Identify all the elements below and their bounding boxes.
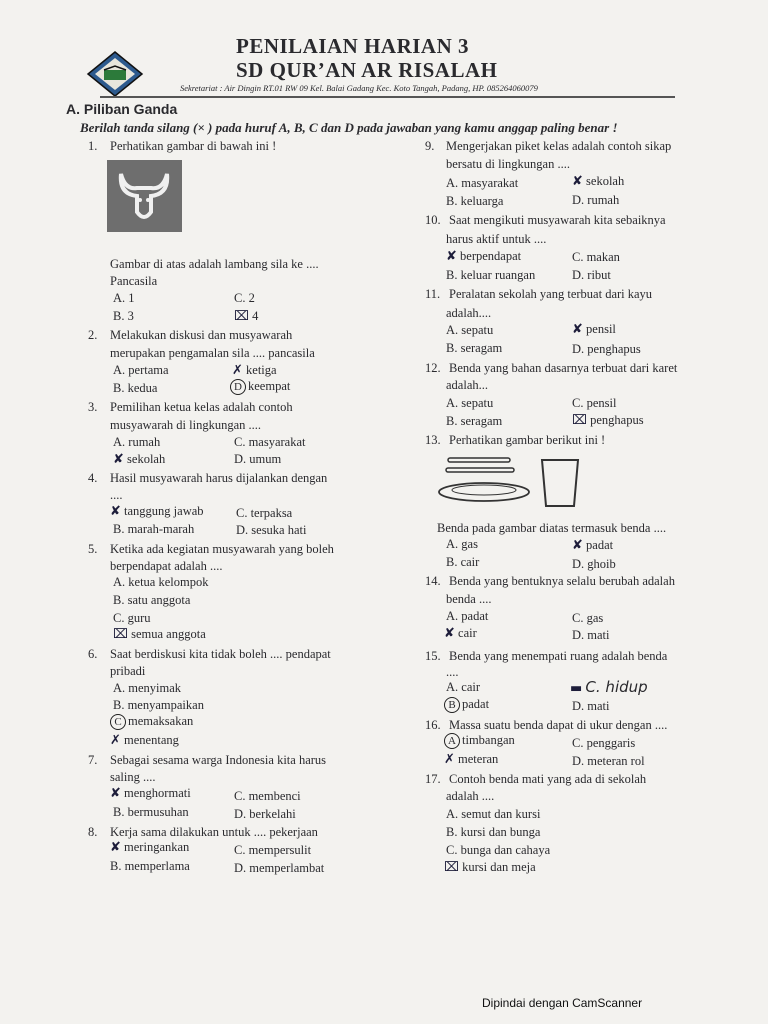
q9-option-a[interactable]: A. masyarakat <box>446 176 519 190</box>
q17-option-d[interactable] <box>444 860 536 875</box>
q1-option-a[interactable]: A. 1 <box>113 291 135 305</box>
q10-option-c[interactable]: C. makan <box>572 250 620 264</box>
q15-line1: Benda yang menempati ruang adalah benda <box>449 649 668 663</box>
q5-option-c[interactable]: C. guru <box>113 611 151 625</box>
q8-option-d[interactable]: D. memperlambat <box>234 861 325 875</box>
option-text: C. hidup <box>585 678 648 696</box>
q11-option-d[interactable]: D. penghapus <box>572 342 641 356</box>
q7-option-c[interactable]: C. membenci <box>234 789 301 803</box>
instruction-text: Berilah tanda silang (× ) pada huruf A, B, C dan D pada jawaban yang kamu anggap paling benar ! <box>80 120 618 135</box>
q5-option-a[interactable]: A. ketua kelompok <box>113 575 209 589</box>
q4-option-b[interactable]: B. marah-marah <box>113 522 195 536</box>
cross-mark-icon: ⌧ <box>572 413 587 428</box>
q16-option-c[interactable]: C. penggaris <box>572 736 636 750</box>
q1-option-d[interactable] <box>234 309 258 324</box>
q13-option-b[interactable]: B. cair <box>446 555 480 569</box>
option-text: menghormati <box>124 786 191 800</box>
q7-option-d[interactable]: D. berkelahi <box>234 807 296 821</box>
option-text: kursi dan meja <box>462 860 536 874</box>
q16-option-a[interactable] <box>444 733 515 749</box>
option-text: semua anggota <box>131 627 206 641</box>
q8-option-c[interactable]: C. mempersulit <box>234 843 312 857</box>
q9-line1: Mengerjakan piket kelas adalah contoh sikap <box>446 139 672 153</box>
q3-line1: Pemilihan ketua kelas adalah contoh <box>110 400 293 414</box>
q4-line2: .... <box>110 488 123 502</box>
q13-option-a[interactable]: A. gas <box>446 537 478 551</box>
q10-option-b[interactable]: B. keluar ruangan <box>446 268 536 282</box>
header-divider <box>100 96 675 98</box>
q12-option-b[interactable]: B. seragam <box>446 414 503 428</box>
q17-line2: adalah .... <box>446 789 495 803</box>
q4-option-c[interactable]: C. terpaksa <box>236 506 293 520</box>
option-text: pensil <box>586 322 616 336</box>
circle-mark-icon: D <box>230 379 246 395</box>
q2-number: 2. <box>88 328 98 342</box>
q14-number: 14. <box>425 574 441 588</box>
q8-number: 8. <box>88 825 98 839</box>
cross-mark-icon: ✘ <box>446 249 457 264</box>
q4-option-d[interactable]: D. sesuka hati <box>236 523 307 537</box>
option-text: keempat <box>248 379 291 393</box>
q4-number: 4. <box>88 471 98 485</box>
bull-head-image <box>107 160 182 232</box>
q10-line2: harus aktif untuk .... <box>446 232 547 246</box>
q14-option-b[interactable] <box>444 626 477 641</box>
q6-option-a[interactable]: A. menyimak <box>113 681 182 695</box>
exam-title: PENILAIAN HARIAN 3 <box>236 34 470 58</box>
q9-number: 9. <box>425 139 435 153</box>
section-heading: A. Piliban Ganda <box>66 101 178 117</box>
q2-option-b[interactable]: B. kedua <box>113 381 158 395</box>
q10-number: 10. <box>425 213 441 227</box>
option-text: ketiga <box>246 363 277 377</box>
circle-mark-icon: C <box>110 714 126 730</box>
option-text: sekolah <box>127 452 166 466</box>
q2-option-d[interactable] <box>230 379 290 395</box>
q1-text2: Gambar di atas adalah lambang sila ke .... <box>110 257 319 271</box>
cross-mark-icon: ✘ <box>113 452 124 467</box>
q17-line1: Contoh benda mati yang ada di sekolah <box>449 772 647 786</box>
q12-option-d[interactable] <box>572 413 644 428</box>
q15-number: 15. <box>425 649 441 663</box>
q8-line1: Kerja sama dilakukan untuk .... pekerjaan <box>110 825 318 839</box>
q3-option-d[interactable]: D. umum <box>234 452 282 466</box>
cross-mark-icon: ✘ <box>110 840 121 855</box>
q12-option-c[interactable]: C. pensil <box>572 396 617 410</box>
cross-mark-icon: ✘ <box>572 322 583 337</box>
school-logo <box>86 50 144 98</box>
option-text: 4 <box>252 309 259 323</box>
school-name: SD QUR’AN AR RISALAH <box>236 58 498 82</box>
q8-option-b[interactable]: B. memperlama <box>110 859 190 873</box>
q17-option-b[interactable]: B. kursi dan bunga <box>446 825 541 839</box>
q7-option-a[interactable] <box>110 786 191 801</box>
cross-mark-icon: ✘ <box>110 786 121 801</box>
q13-line1: Perhatikan gambar berikut ini ! <box>449 433 606 447</box>
q15-option-a[interactable]: A. cair <box>446 680 481 694</box>
q10-option-a[interactable] <box>446 249 521 264</box>
q1-option-b[interactable]: B. 3 <box>113 309 134 323</box>
q11-option-a[interactable]: A. sepatu <box>446 323 494 337</box>
cross-mark-icon: ⌧ <box>234 309 249 324</box>
option-text: sekolah <box>586 174 625 188</box>
cross-mark-icon: ✘ <box>110 504 121 519</box>
q6-number: 6. <box>88 647 98 661</box>
option-text: timbangan <box>462 733 515 747</box>
q13-line2: Benda pada gambar diatas termasuk benda .... <box>437 521 667 535</box>
q7-number: 7. <box>88 753 98 767</box>
q11-option-b[interactable]: B. seragam <box>446 341 503 355</box>
q12-option-a[interactable]: A. sepatu <box>446 396 494 410</box>
q13-option-d[interactable]: D. ghoib <box>572 557 616 571</box>
q3-option-a[interactable]: A. rumah <box>113 435 161 449</box>
option-text: memaksakan <box>128 714 194 728</box>
q9-option-d[interactable]: D. rumah <box>572 193 620 207</box>
q1-text3: Pancasila <box>110 274 158 288</box>
q6-option-b[interactable]: B. menyampaikan <box>113 698 204 712</box>
q15-line2: .... <box>446 665 459 679</box>
q16-option-d[interactable]: D. meteran rol <box>572 754 645 768</box>
school-address: Sekretariat : Air Dingin RT.01 RW 09 Kel. Balai Gadang Kec. Koto Tangah, Padang, HP. 085264060079 <box>180 83 538 93</box>
q1-text: Perhatikan gambar di bawah ini ! <box>110 139 277 153</box>
q5-option-d[interactable] <box>113 627 206 642</box>
cross-mark-icon: ⌧ <box>113 627 128 642</box>
q6-option-d[interactable] <box>110 733 179 748</box>
q16-line1: Massa suatu benda dapat di ukur dengan .... <box>449 718 668 732</box>
q4-option-a[interactable] <box>110 504 204 519</box>
q3-number: 3. <box>88 400 98 414</box>
option-text: berpendapat <box>460 249 522 263</box>
q11-option-c[interactable] <box>572 322 616 337</box>
q14-line2: benda .... <box>446 592 492 606</box>
q1-number: 1. <box>88 139 98 153</box>
cross-mark-icon: ✘ <box>444 626 455 641</box>
q5-number: 5. <box>88 542 98 556</box>
cutlery-plate-glass-image <box>436 454 586 512</box>
q9-option-c[interactable] <box>572 174 624 189</box>
option-text: penghapus <box>590 413 644 427</box>
q16-number: 16. <box>425 718 441 732</box>
scribble-mark-icon: ▬ <box>570 681 583 696</box>
option-text: tanggung jawab <box>124 504 204 518</box>
q1-option-c[interactable]: C. 2 <box>234 291 255 305</box>
q12-number: 12. <box>425 361 441 375</box>
q3-option-b[interactable] <box>113 452 165 467</box>
q3-option-c[interactable]: C. masyarakat <box>234 435 306 449</box>
q2-option-a[interactable]: A. pertama <box>113 363 169 377</box>
circle-mark-icon: B <box>444 697 460 713</box>
option-text: menentang <box>124 733 179 747</box>
option-text: padat <box>462 697 490 711</box>
q11-number: 11. <box>425 287 441 301</box>
q14-line1: Benda yang bentuknya selalu berubah adalah <box>449 574 675 588</box>
q11-line2: adalah.... <box>446 306 492 320</box>
q17-number: 17. <box>425 772 441 786</box>
q7-line1: Sebagai sesama warga Indonesia kita harus <box>110 753 327 767</box>
option-text: meringankan <box>124 840 190 854</box>
scribble-mark-icon: ✗ <box>232 363 243 378</box>
q6-line1: Saat berdiskusi kita tidak boleh .... pendapat <box>110 647 331 661</box>
option-text: padat <box>586 538 614 552</box>
q6-option-c[interactable] <box>110 714 193 730</box>
camscanner-watermark: Dipindai dengan CamScanner <box>482 996 643 1010</box>
q11-line1: Peralatan sekolah yang terbuat dari kayu <box>449 287 653 301</box>
q2-option-c[interactable] <box>232 363 277 378</box>
option-text: meteran <box>458 752 499 766</box>
q17-option-c[interactable]: C. bunga dan cahaya <box>446 843 551 857</box>
q10-line1: Saat mengikuti musyawarah kita sebaiknya <box>449 213 666 227</box>
option-text: cair <box>458 626 477 640</box>
circle-mark-icon: A <box>444 733 460 749</box>
q14-option-d[interactable]: D. mati <box>572 628 610 642</box>
cross-mark-icon: ✘ <box>572 538 583 553</box>
scribble-mark-icon: ✗ <box>110 733 121 748</box>
q14-option-a[interactable]: A. padat <box>446 609 489 623</box>
q5-line2: berpendapat adalah .... <box>110 559 223 573</box>
q15-option-d[interactable]: D. mati <box>572 699 610 713</box>
q13-option-c[interactable] <box>572 538 613 553</box>
q14-option-c[interactable]: C. gas <box>572 611 604 625</box>
q12-line2: adalah... <box>446 378 488 392</box>
q7-line2: saling .... <box>110 770 156 784</box>
q17-option-a[interactable]: A. semut dan kursi <box>446 807 541 821</box>
q3-line2: musyawarah di lingkungan .... <box>110 418 262 432</box>
q9-option-b[interactable]: B. keluarga <box>446 194 504 208</box>
q8-option-a[interactable] <box>110 840 189 855</box>
q15-option-b[interactable] <box>444 697 489 713</box>
q2-line2: merupakan pengamalan sila .... pancasila <box>110 346 315 360</box>
q16-option-b[interactable] <box>444 752 498 767</box>
cross-mark-icon: ✘ <box>572 174 583 189</box>
q5-line1: Ketika ada kegiatan musyawarah yang boleh <box>110 542 334 556</box>
q7-option-b[interactable]: B. bermusuhan <box>113 805 189 819</box>
q12-line1: Benda yang bahan dasarnya terbuat dari karet <box>449 361 678 375</box>
q6-line2: pribadi <box>110 664 146 678</box>
scribble-mark-icon: ✗ <box>444 752 455 767</box>
q2-line1: Melakukan diskusi dan musyawarah <box>110 328 293 342</box>
cross-mark-icon: ⌧ <box>444 860 459 875</box>
q13-number: 13. <box>425 433 441 447</box>
q5-option-b[interactable]: B. satu anggota <box>113 593 191 607</box>
q4-line1: Hasil musyawarah harus dijalankan dengan <box>110 471 328 485</box>
q10-option-d[interactable]: D. ribut <box>572 268 611 282</box>
q15-option-c[interactable] <box>570 678 648 696</box>
q9-line2: bersatu di lingkungan .... <box>446 157 570 171</box>
